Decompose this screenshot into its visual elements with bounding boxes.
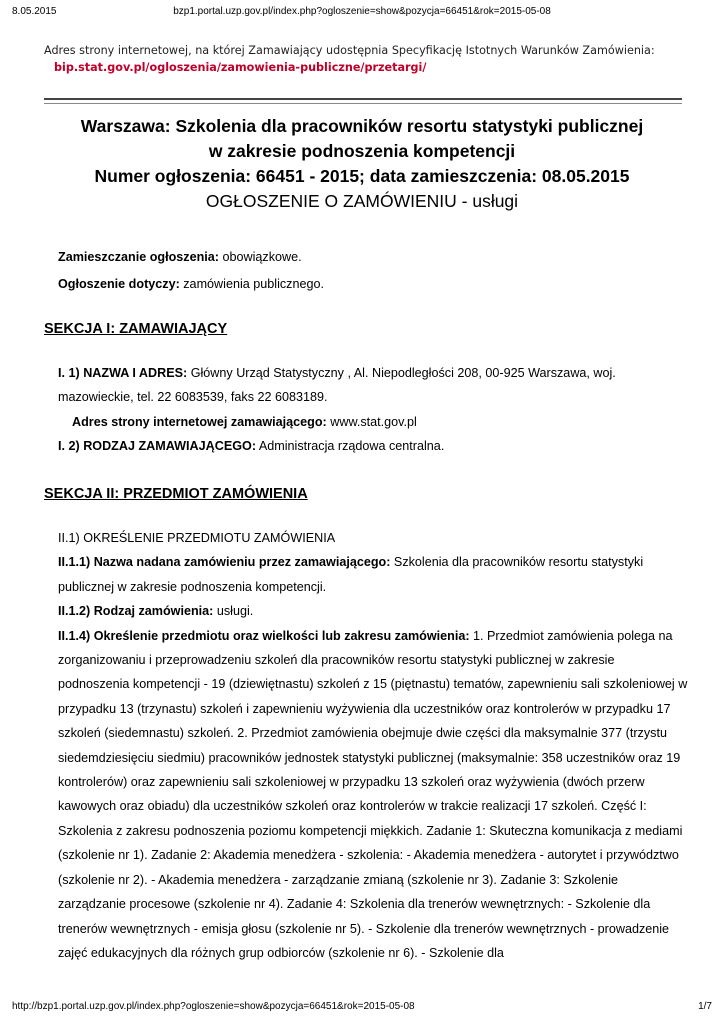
page-title	[30, 114, 694, 214]
contractor-www-value: www.stat.gov.pl	[326, 414, 417, 429]
title-line-1: Warszawa: Szkolenia dla pracowników resortu statystyki publicznej	[80, 116, 644, 136]
siwz-link[interactable]: bip.stat.gov.pl/ogloszenia/zamowienia-publiczne/przetargi/	[54, 61, 427, 74]
contractor-type	[58, 434, 688, 458]
siwz-block	[44, 44, 704, 74]
section-1-body	[58, 361, 688, 459]
section-2-heading: SEKCJA II: PRZEDMIOT ZAMÓWIENIA	[44, 486, 308, 502]
order-name-label: II.1.1) Nazwa nadana zamówieniu przez zamawiającego:	[58, 555, 391, 570]
meta-concerns	[58, 272, 688, 296]
contractor-label: I. 1) NAZWA I ADRES:	[58, 366, 188, 380]
subject-heading-text: II.1) OKREŚLENIE PRZEDMIOTU ZAMÓWIENIA	[58, 531, 336, 545]
subject-heading	[58, 526, 688, 550]
title-line-3: Numer ogłoszenia: 66451 - 2015; data zamieszczenia: 08.05.2015	[94, 166, 630, 186]
section-2-body	[58, 526, 688, 965]
order-scope-value: 1. Przedmiot zamówienia polega na zorganizowaniu i przeprowadzeniu szkoleń dla pracowników resortu statystyki publicznej w zakresie podnoszenia kompetencji - 19 (dziewiętnastu) szkoleń z 15 (piętnastu) tematów, zapewnieniu sali szkoleniowej w przypadku 13 (trzynastu) szkoleń i zapewnieniu wyżywienia dla uczestników oraz kontrolerów w przypadku 17 szkoleń (siedemnastu) szkoleń. 2. Przedmiot zamówienia obejmuje dwie części dla maksymalnie 377 (trzystu siedemdziesięciu siedmiu) pracowników jednostek statystyki publicznej (maksymalnie: 358 uczestników oraz 19 kontrolerów) oraz zapewnieniu sali szkoleniowej w przypadku 13 szkoleń oraz wyżywienia (dwóch przerw kawowych oraz obiadu) dla uczestników szkoleń oraz kontrolerów w trakcie realizacji 17 szkoleń. Część I: Szkolenia z zakresu podnoszenia poziomu kompetencji miękkich. Zadanie 1: Skuteczna komunikacja z mediami (szkolenie nr 1). Zadanie 2: Akademia menedżera - szkolenia: - Akademia menedżera - autorytet i przywództwo (szkolenie nr 2). - Akademia menedżera - zarządzanie zmianą (szkolenie nr 3). Zadanie 3: Szkolenie zarządzanie procesowe (szkolenie nr 4). Zadanie 4: Szkolenia dla trenerów wewnętrznych: - Szkolenie dla trenerów wewnętrznych - emisja głosu (szkolenie nr 5). - Szkolenie dla trenerów wewnętrznych - prowadzenie zajęć edukacyjnych dla różnych grup odbiorców (szkolenie nr 6). - Szkolenie dla	[58, 628, 688, 960]
divider	[44, 98, 682, 104]
print-url-header: bzp1.portal.uzp.gov.pl/index.php?ogloszenie=show&pozycja=66451&rok=2015-05-08	[173, 6, 551, 17]
notice-type: OGŁOSZENIE O ZAMÓWIENIU	[205, 191, 457, 211]
contractor-www-label: Adres strony internetowej zamawiającego:	[72, 414, 327, 429]
meta-concerns-label: Ogłoszenie dotyczy:	[58, 277, 180, 292]
meta-publication-value: obowiązkowe.	[218, 250, 302, 264]
title-line-2: w zakresie podnoszenia kompetencji	[208, 141, 516, 161]
order-type-value: usługi.	[213, 604, 254, 619]
order-scope	[58, 624, 688, 966]
contractor-value: Główny Urząd Statystyczny , Al. Niepodległości 208, 00-925 Warszawa, woj. mazowieckie, tel. 22 6083539, faks 22 6083189.	[58, 366, 616, 405]
meta-concerns-value: zamówienia publicznego.	[179, 277, 324, 292]
contractor-name-address	[58, 361, 688, 410]
siwz-label: Adres strony internetowej, na której Zamawiający udostępnia Specyfikację Istotnych Warunków Zamówienia:	[44, 44, 655, 57]
order-name-value: Szkolenia dla pracowników resortu statystyki publicznej w zakresie podnoszenia kompetencji.	[58, 555, 644, 594]
meta-publication	[58, 245, 688, 269]
order-name	[58, 550, 688, 599]
meta-publication-label: Zamieszczanie ogłoszenia:	[58, 250, 219, 264]
contractor-type-label: I. 2) RODZAJ ZAMAWIAJĄCEGO:	[58, 439, 257, 454]
meta-block	[58, 245, 688, 297]
print-url-footer: http://bzp1.portal.uzp.gov.pl/index.php?ogloszenie=show&pozycja=66451&rok=2015-05-08	[12, 1001, 415, 1012]
contractor-type-value: Administracja rządowa centralna.	[256, 439, 445, 454]
order-type-label: II.1.2) Rodzaj zamówienia:	[58, 604, 214, 619]
section-1-heading: SEKCJA I: ZAMAWIAJĄCY	[44, 321, 228, 337]
page-number: 1/7	[698, 1001, 712, 1012]
notice-kind: - usługi	[456, 191, 519, 211]
title-line-4	[30, 189, 694, 214]
order-scope-label: II.1.4) Określenie przedmiotu oraz wielkości lub zakresu zamówienia:	[58, 628, 470, 643]
order-type	[58, 599, 688, 623]
print-date: 8.05.2015	[12, 6, 57, 17]
contractor-www	[58, 410, 688, 434]
